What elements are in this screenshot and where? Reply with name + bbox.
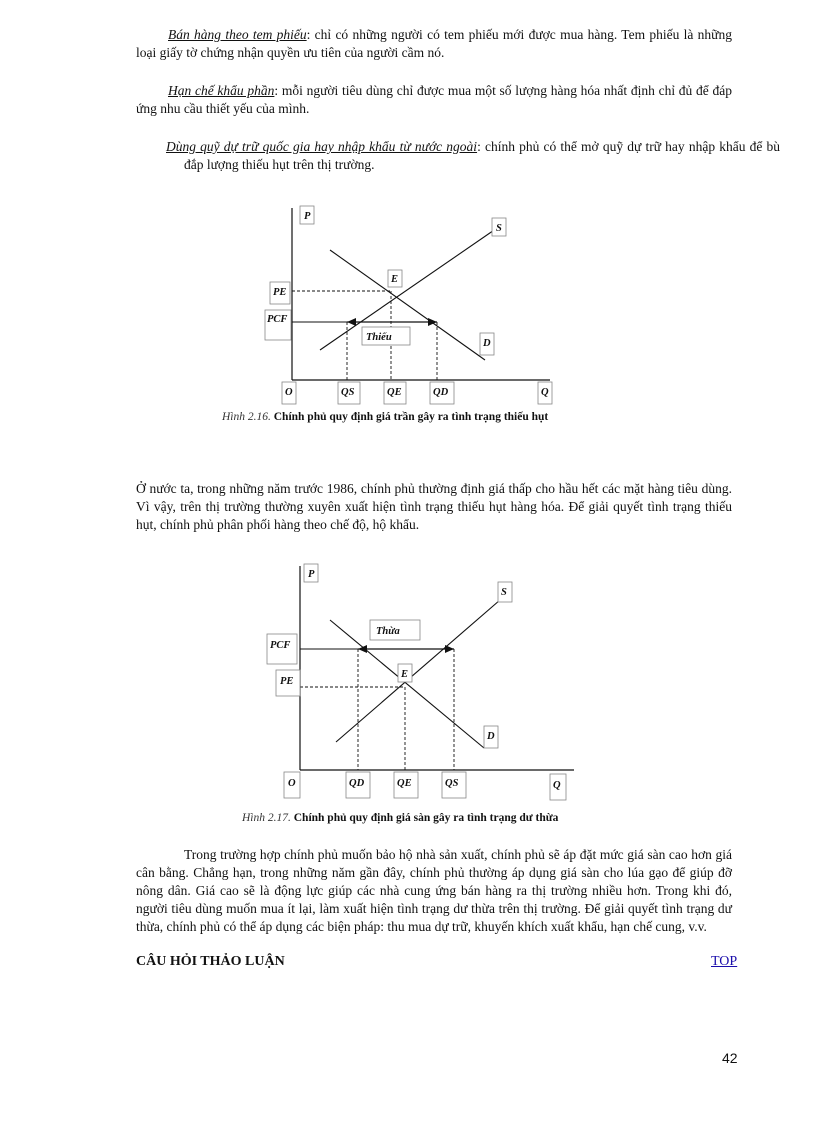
label-qd: QD [349, 778, 365, 789]
section-heading: CÂU HỎI THẢO LUẬN [136, 954, 285, 969]
caption-text: Chính phủ quy định giá sàn gây ra tình trạng dư thừa [293, 812, 559, 824]
label-pcf: PCF [270, 640, 291, 651]
caption-number: Hình 2.17. [242, 812, 291, 824]
figure-caption-2-17 [242, 812, 558, 824]
page-number: 42 [722, 1050, 738, 1066]
label-qs: QS [341, 387, 355, 398]
figure-caption-2-16 [222, 411, 548, 423]
label-p: P [308, 569, 315, 580]
label-pe: PE [273, 287, 287, 298]
label-qd: QD [433, 387, 449, 398]
label-p: P [304, 211, 311, 222]
paragraph-text: : mỗi người tiêu dùng chỉ được mua một số lượng hàng hóa nhất định chỉ đủ để đáp ứng nhu cầu thiết yếu của mình. [136, 83, 732, 116]
label-surplus: Thừa [376, 626, 400, 637]
term-reserve-fund: Dùng quỹ dự trữ quốc gia hay nhập khẩu từ nước ngoài [166, 139, 478, 154]
label-d: D [487, 731, 495, 742]
top-link[interactable]: TOP [711, 954, 738, 969]
label-s: S [501, 587, 507, 598]
label-s: S [496, 223, 502, 234]
label-o: O [285, 387, 293, 398]
label-d: D [483, 338, 491, 349]
label-q: Q [541, 387, 549, 398]
paragraph-rationing [136, 82, 732, 118]
paragraph-text: : chỉ có những người có tem phiếu mới được mua hàng. Tem phiếu là những loại giấy tờ chứng nhận quyền ưu tiên của người cầm nó. [136, 27, 732, 60]
label-pcf: PCF [267, 314, 288, 325]
figure-price-floor [262, 560, 582, 806]
term-ration-coupons: Bán hàng theo tem phiếu [168, 27, 307, 42]
label-shortage: Thiếu [366, 332, 392, 343]
paragraph-price-floor: Trong trường hợp chính phủ muốn bảo hộ nhà sản xuất, chính phủ sẽ áp đặt mức giá sàn cao hơn giá cân bằng. Chẳng hạn, trong những năm gần đây, chính phủ thường áp dụng giá sàn cho lúa gạo để giúp đỡ nông dân. Giá cao sẽ là động lực giúp các nhà cung ứng bán hàng ra thị trường nhiều hơn. Trong khi đó, người tiêu dùng muốn mua ít lại, làm xuất hiện tình trạng dư thừa trên thị trường. Để giải quyết tình trạng dư thừa, chính phủ có thể áp dụng các biện pháp: thu mua dự trữ, khuyến khích xuất khẩu, hạn chế cung, v.v. [136, 847, 732, 934]
label-pe: PE [280, 676, 294, 687]
paragraph-vietnam-pre-1986: Ở nước ta, trong những năm trước 1986, chính phủ thường định giá thấp cho hầu hết các mặt hàng tiêu dùng. Vì vậy, trên thị trường thường xuyên xuất hiện tình trạng thiếu hụt hàng hóa. Để giải quyết tình trạng thiếu hụt, chính phủ phân phối hàng theo chế độ, hộ khẩu. [136, 481, 732, 532]
label-qs: QS [445, 778, 459, 789]
caption-number: Hình 2.16. [222, 411, 271, 423]
label-e: E [401, 669, 409, 680]
arrow-left-head [347, 318, 356, 326]
paragraph-text: : chính phủ có thể mở quỹ dự trữ hay nhập khẩu để bù đắp lượng thiếu hụt trên thị trường. [184, 139, 781, 172]
label-o: O [288, 778, 296, 789]
figure-price-ceiling [260, 200, 560, 410]
paragraph-ration-coupons [136, 26, 732, 62]
label-qe: QE [387, 387, 402, 398]
caption-text: Chính phủ quy định giá trần gây ra tình trạng thiếu hụt [273, 411, 549, 423]
label-e: E [391, 274, 399, 285]
label-q: Q [553, 780, 561, 791]
term-rationing: Hạn chế khẩu phần [168, 83, 275, 98]
arrow-right-head [445, 645, 454, 653]
label-qe: QE [397, 778, 412, 789]
paragraph-reserve-fund [136, 138, 780, 174]
arrow-left-head [358, 645, 367, 653]
